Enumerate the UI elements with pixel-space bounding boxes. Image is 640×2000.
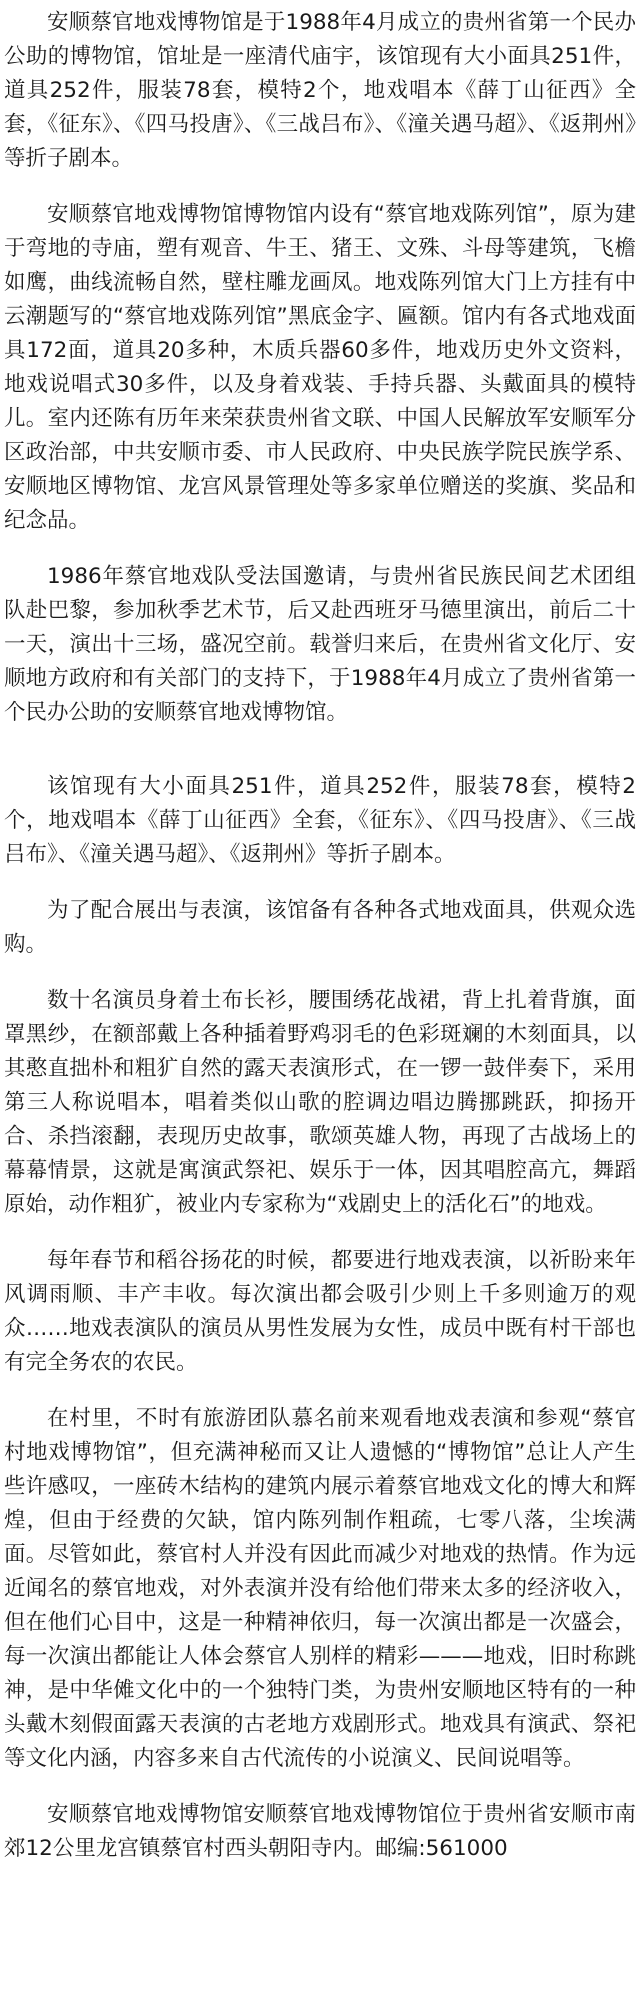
paragraph-performance: 数十名演员身着土布长衫，腰围绣花战裙，背上扎着背旗，面罩黑纱，在额部戴上各种插着野鸡羽毛的色彩斑斓的木刻面具，以其憨直拙朴和粗犷自然的露天表演形式，在一锣一鼓伴奏下，采用第三人称说唱本，唱着类似山歌的腔调边唱边腾挪跳跃，抑扬开合、杀挡滚翻，表现历史故事，歌颂英雄人物，再现了古战场上的幕幕情景，这就是寓演武祭祀、娱乐于一体，因其唱腔高亢，舞蹈原始，动作粗犷，被业内专家称为“戏剧史上的活化石”的地戏。 [4,988,636,1217]
paragraph-festivals: 每年春节和稻谷扬花的时候，都要进行地戏表演，以祈盼来年风调雨顺、丰产丰收。每次演出都会吸引少则上千多则逾万的观众……地戏表演队的演员从男性发展为女性，成员中既有村干部也有完全务农的农民。 [4,1248,636,1375]
paragraph-collection: 该馆现有大小面具251件，道具252件，服装78套，模特2个，地戏唱本《薛丁山征西》全套，《征东》、《四马投唐》、《三战吕布》、《潼关遇马超》、《返荆州》等折子剧本。 [4,774,636,867]
paragraph-village: 在村里，不时有旅游团队慕名前来观看地戏表演和参观“蔡官村地戏博物馆”，但充满神秘而又让人遗憾的“博物馆”总让人产生些许感叹，一座砖木结构的建筑内展示着蔡官地戏文化的博大和辉煌，但由于经费的欠缺，馆内陈列制作粗疏，七零八落，尘埃满面。尽管如此，蔡官村人并没有因此而减少对地戏的热情。作为远近闻名的蔡官地戏，对外表演并没有给他们带来太多的经济收入，但在他们心目中，这是一种精神依归，每一次演出都是一次盛会，每一次演出都能让人体会蔡官人别样的精彩———地戏，旧时称跳神，是中华傩文化中的一个独特门类，为贵州安顺地区特有的一种头戴木刻假面露天表演的古老地方戏剧形式。地戏具有演武、祭祀等文化内涵，内容多来自古代流传的小说演义、民间说唱等。 [4,1406,636,1771]
paragraph-exhibition-hall: 安顺蔡官地戏博物馆博物馆内设有“蔡官地戏陈列馆”，原为建于弯地的寺庙，塑有观音、牛王、猪王、文殊、斗母等建筑，飞檐如鹰，曲线流畅自然，壁柱雕龙画凤。地戏陈列馆大门上方挂有中云潮题写的“蔡官地戏陈列馆”黑底金字、匾额。馆内有各式地戏面具172面，道具20多种，木质兵器60多件，地戏历史外文资料，地戏说唱式30多件，以及身着戏装、手持兵器、头戴面具的模特儿。室内还陈有历年来荣获贵州省文联、中国人民解放军安顺军分区政治部，中共安顺市委、市人民政府、中央民族学院民族学系、安顺地区博物馆、龙宫风景管理处等多家单位赠送的奖旗、奖品和纪念品。 [4,202,636,533]
paragraph-masks-for-sale: 为了配合展出与表演，该馆备有各种各式地戏面具，供观众选购。 [4,898,636,957]
paragraph-intro: 安顺蔡官地戏博物馆是于1988年4月成立的贵州省第一个民办公助的博物馆，馆址是一座清代庙宇，该馆现有大小面具251件，道具252件，服装78套，模特2个，地戏唱本《薛丁山征西》全套，《征东》、《四马投唐》、《三战吕布》、《潼关遇马超》、《返荆州》等折子剧本。 [4,10,636,171]
paragraph-location: 安顺蔡官地戏博物馆安顺蔡官地戏博物馆位于贵州省安顺市南郊12公里龙宫镇蔡官村西头朝阳寺内。邮编:561000 [4,1802,636,1861]
paragraph-history: 1986年蔡官地戏队受法国邀请，与贵州省民族民间艺术团组队赴巴黎，参加秋季艺术节，后又赴西班牙马德里演出，前后二十一天，演出十三场，盛况空前。载誉归来后，在贵州省文化厅、安顺地方政府和有关部门的支持下，于1988年4月成立了贵州省第一个民办公助的安顺蔡官地戏博物馆。 [4,564,636,725]
